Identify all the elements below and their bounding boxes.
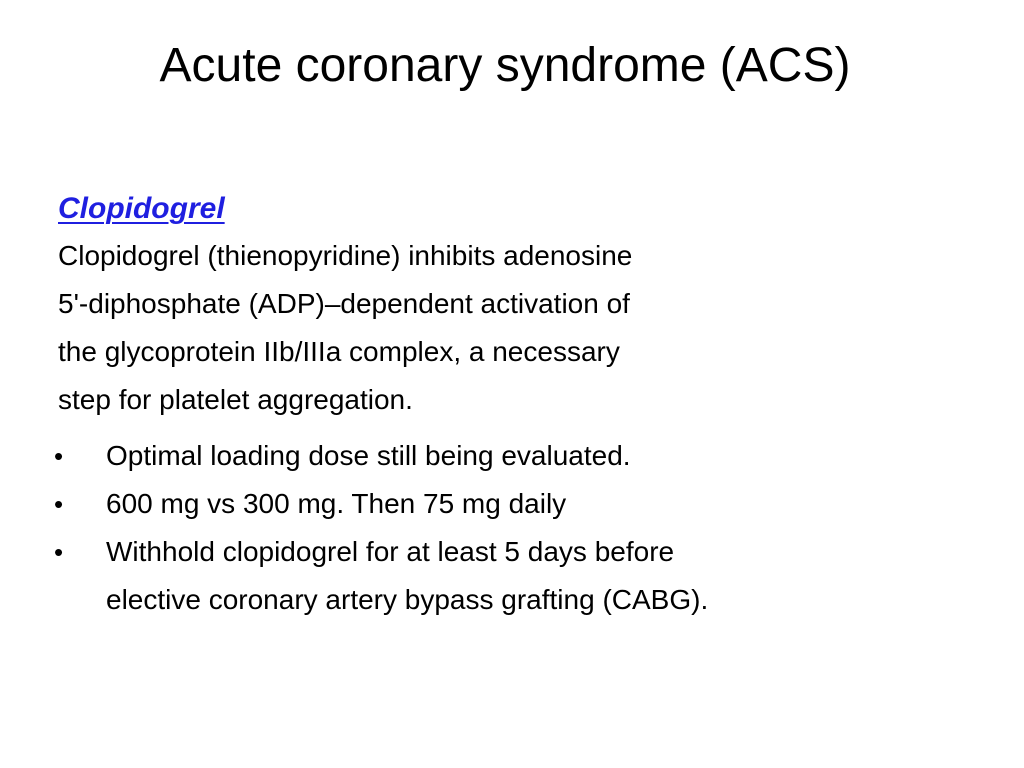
bullet-icon: •	[54, 441, 64, 471]
subheading-row	[58, 186, 958, 232]
bullet-text: 600 mg vs 300 mg. Then 75 mg daily	[106, 488, 567, 519]
slide-title: Acute coronary syndrome (ACS)	[159, 39, 851, 92]
paragraph-line: the glycoprotein IIb/IIIa complex, a necessary	[58, 336, 620, 367]
bullet-text: elective coronary artery bypass grafting (CABG).	[106, 584, 709, 615]
bullet-text: Withhold clopidogrel for at least 5 days before	[106, 536, 675, 567]
description-paragraph	[58, 232, 848, 424]
bullet-text: Optimal loading dose still being evaluated.	[106, 440, 631, 471]
clopidogrel-link[interactable]: Clopidogrel	[58, 192, 225, 225]
paragraph-line: step for platelet aggregation.	[58, 384, 413, 415]
bullet-item	[54, 432, 934, 480]
bullet-icon: •	[54, 489, 64, 519]
paragraph-line: 5'-diphosphate (ADP)–dependent activation of	[58, 288, 630, 319]
paragraph-line: Clopidogrel (thienopyridine) inhibits adenosine	[58, 240, 633, 271]
slide-content	[54, 186, 958, 624]
bullet-item	[54, 480, 934, 528]
bullet-icon: •	[54, 537, 64, 567]
bullet-list	[54, 432, 934, 624]
bullet-item	[54, 528, 934, 624]
